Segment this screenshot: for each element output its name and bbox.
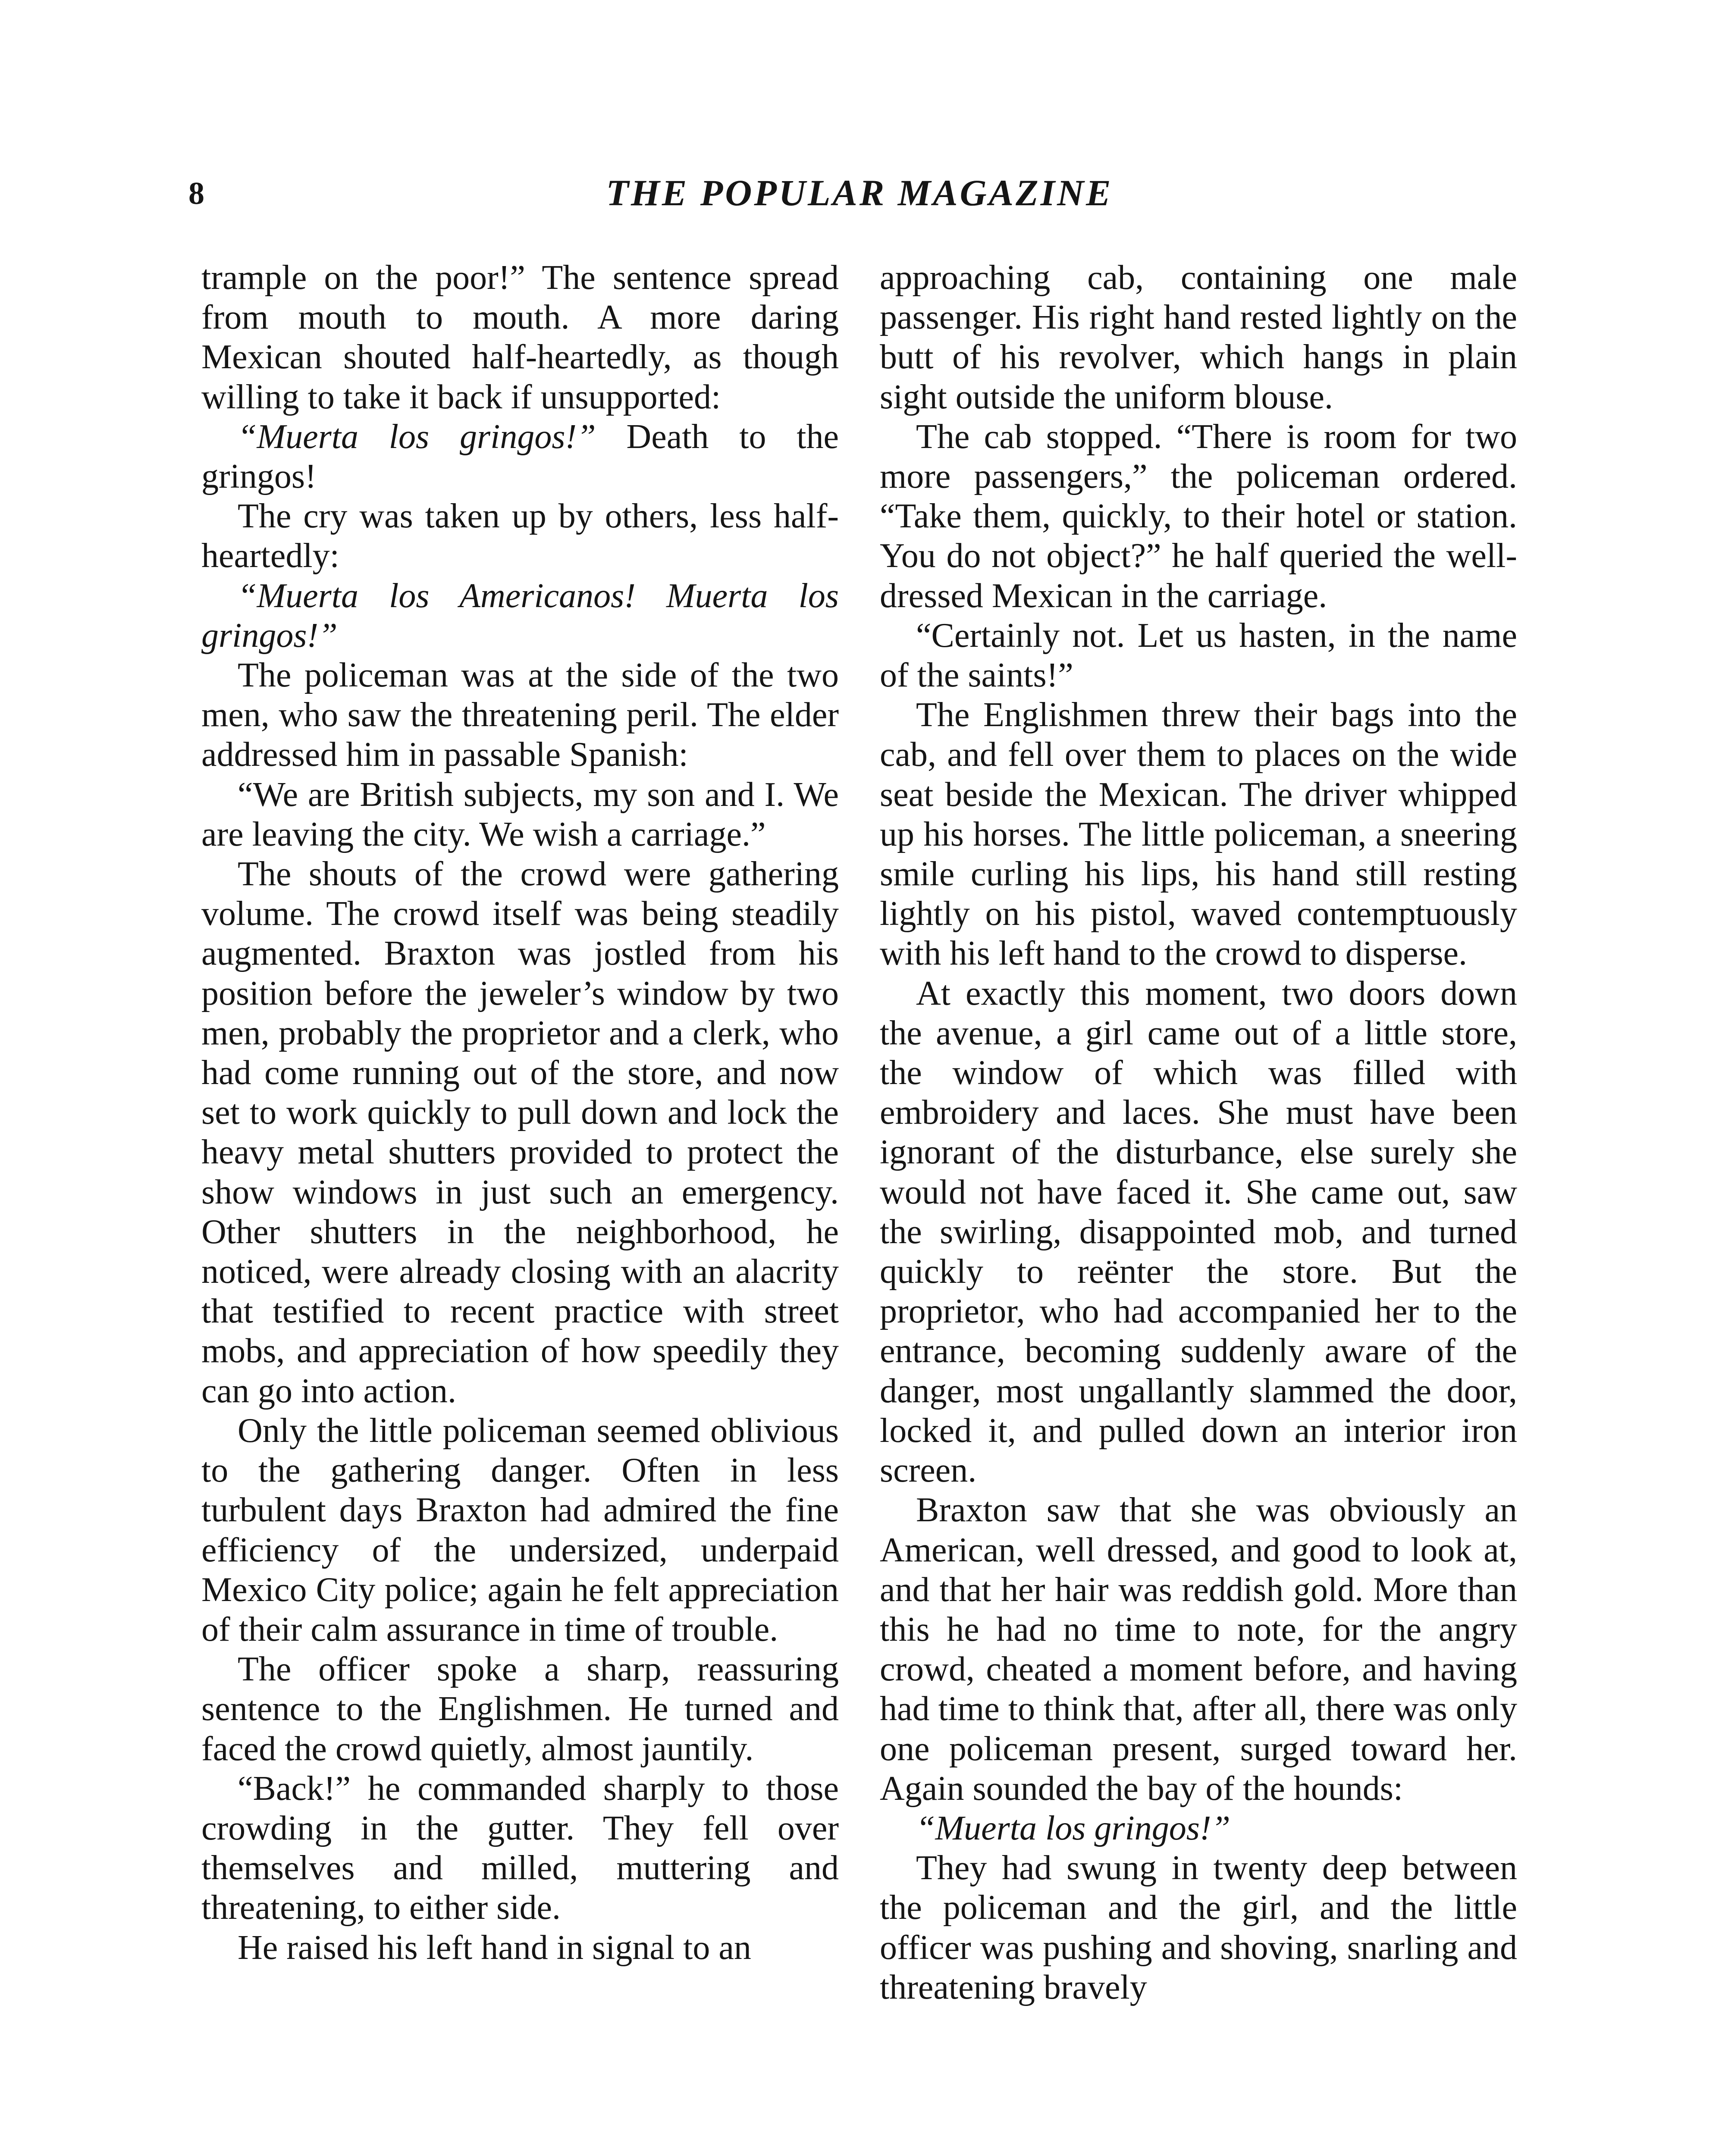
paragraph bbox=[201, 854, 839, 1411]
paragraph bbox=[201, 417, 839, 496]
paragraph bbox=[201, 576, 839, 655]
paragraph bbox=[880, 258, 1517, 417]
paragraph-text: At exactly this moment, two doors down the avenue, a girl came out of a little store, the window of which was filled with embroidery and laces. She must have been ignorant of the disturbance, else surely she would not have faced it. She came out, saw the swirling, disappointed mob, and turned quickly to reënter the store. But the proprietor, who had accompanied her to the entrance, becoming suddenly aware of the danger, most ungallantly slammed the door, locked it, and pulled down an interior iron screen. bbox=[880, 974, 1517, 1490]
paragraph bbox=[880, 616, 1517, 695]
paragraph-text: The Englishmen threw their bags into the cab, and fell over them to places on the wide seat beside the Mexican. The driver whipped up his horses. The little policeman, a sneering smile curling his lips, his hand still resting lightly on his pistol, waved contemptuously with his left hand to the crowd to disperse. bbox=[880, 696, 1517, 973]
paragraph-text: “Back!” he commanded sharply to those crowding in the gutter. They fell over themselves and milled, muttering and threatening, to either side. bbox=[201, 1769, 839, 1927]
paragraph-text: The shouts of the crowd were gathering volume. The crowd itself was being steadily augmented. Braxton was jostled from his position before the jeweler’s window by two men, probably the proprietor and a clerk, who had come running out of the store, and now set to work quickly to pull down and lock the heavy metal shutters provided to protect the show windows in just such an emergency. Other shutters in the neighborhood, he noticed, were already closing with an alacrity that testified to recent practice with street mobs, and appreciation of how speedily they can go into action. bbox=[201, 855, 839, 1410]
left-column bbox=[201, 258, 839, 1968]
paragraph bbox=[201, 496, 839, 576]
paragraph bbox=[880, 1808, 1517, 1848]
paragraph-text: They had swung in twenty deep between the policeman and the girl, and the little officer was pushing and shoving, snarling and threatening bravely bbox=[880, 1849, 1517, 2006]
paragraph-text: approaching cab, containing one male passenger. His right hand rested lightly on the butt of his revolver, which hangs in plain sight outside the uniform blouse. bbox=[880, 259, 1517, 416]
italic-text: “Muerta los gringos!” bbox=[238, 417, 596, 456]
paragraph bbox=[880, 695, 1517, 973]
paragraph-text: Braxton saw that she was obviously an American, well dressed, and good to look at, and that her hair was reddish gold. More than this he had no time to note, for the angry crowd, cheated a moment before, and having had time to think that, after all, there was only one policeman present, surged toward her. Again sounded the bay of the hounds: bbox=[880, 1491, 1517, 1808]
page-number: 8 bbox=[188, 176, 204, 211]
paragraph-text: “We are British subjects, my son and I. We are leaving the city. We wish a carriage.” bbox=[201, 775, 839, 853]
paragraph-text: He raised his left hand in signal to an bbox=[238, 1928, 751, 1967]
paragraph bbox=[201, 258, 839, 417]
paragraph-text: “Certainly not. Let us hasten, in the name of the saints!” bbox=[880, 616, 1517, 695]
paragraph-text: The policeman was at the side of the two men, who saw the threatening peril. The elder addressed him in passable Spanish: bbox=[201, 656, 839, 774]
paragraph bbox=[880, 974, 1517, 1491]
italic-text: “Muerta los Americanos! Muerta los gringos!” bbox=[201, 577, 839, 655]
paragraph bbox=[201, 1411, 839, 1649]
italic-text: “Muerta los gringos!” bbox=[916, 1809, 1230, 1847]
paragraph-text: trample on the poor!” The sentence spread from mouth to mouth. A more daring Mexican shouted half-heartedly, as though willing to take it back if unsupported: bbox=[201, 259, 839, 416]
paragraph bbox=[880, 1490, 1517, 1808]
paragraph-text: The cab stopped. “There is room for two more passengers,” the policeman ordered. “Take them, quickly, to their hotel or station. You do not object?” he half queried the well-dressed Mexican in the carriage. bbox=[880, 417, 1517, 615]
paragraph bbox=[201, 1769, 839, 1928]
paragraph bbox=[201, 655, 839, 775]
paragraph-text: The officer spoke a sharp, reassuring sentence to the Englishmen. He turned and faced the crowd quietly, almost jauntily. bbox=[201, 1650, 839, 1768]
running-title: THE POPULAR MAGAZINE bbox=[606, 172, 1113, 213]
paragraph bbox=[201, 775, 839, 854]
paragraph-text: The cry was taken up by others, less half-heartedly: bbox=[201, 497, 839, 575]
right-column bbox=[880, 258, 1517, 2007]
paragraph bbox=[201, 1649, 839, 1769]
paragraph bbox=[201, 1928, 839, 1968]
paragraph-text: Death to the gringos! bbox=[201, 417, 839, 496]
paragraph bbox=[880, 1848, 1517, 2007]
paragraph bbox=[880, 417, 1517, 616]
paragraph-text: Only the little policeman seemed oblivious to the gathering danger. Often in less turbulent days Braxton had admired the fine efficiency of the undersized, underpaid Mexico City police; again he felt appreciation of their calm assurance in time of trouble. bbox=[201, 1411, 839, 1648]
